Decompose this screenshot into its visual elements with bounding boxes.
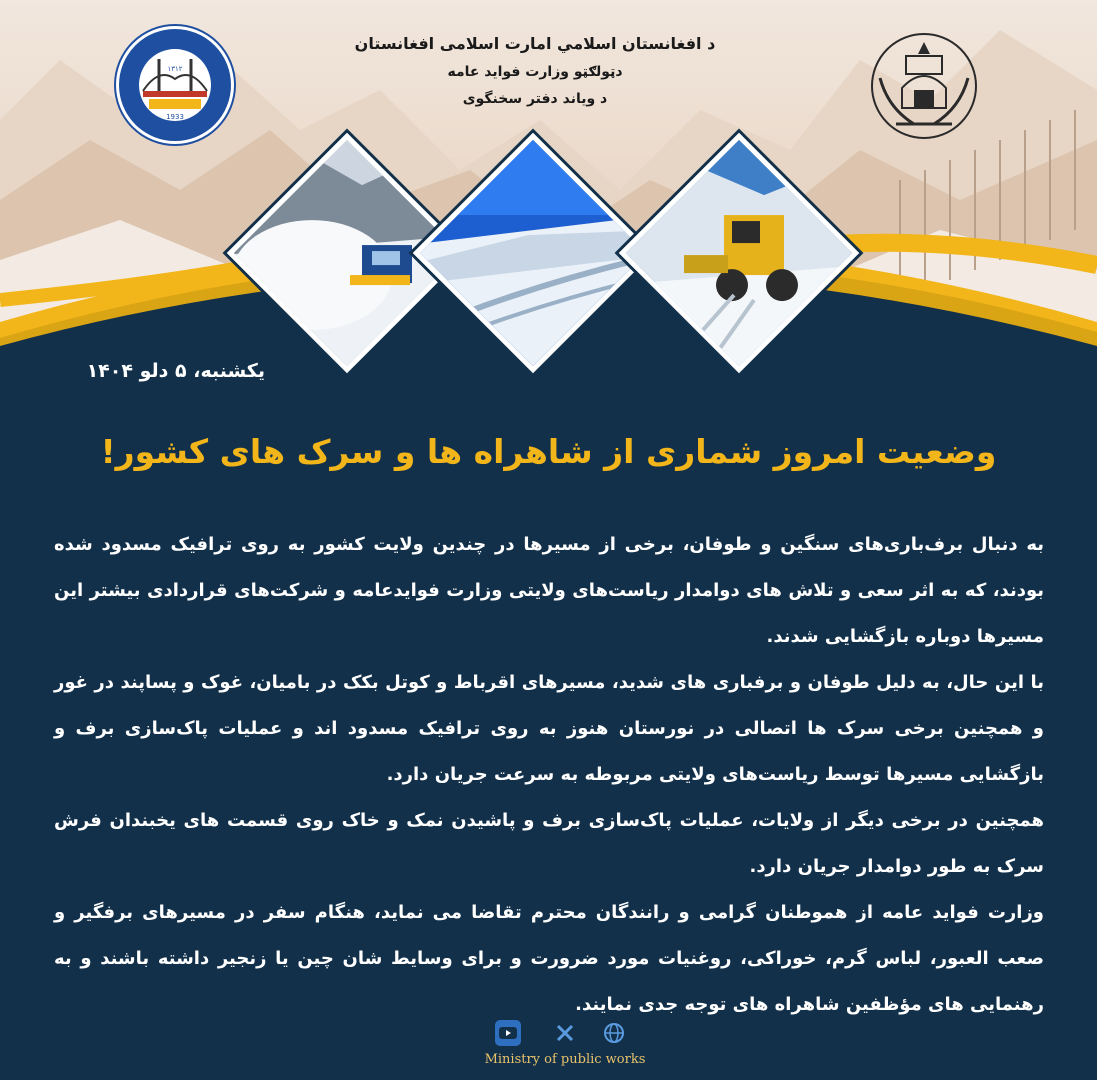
globe-icon[interactable] [601,1020,627,1046]
post-body [54,522,1044,1028]
emirate-emblem-icon [866,28,982,144]
post-title: وضعیت امروز شماری از شاهراه ها و سرک های کشور! [100,432,997,471]
seal-year-bottom: 1933 [166,113,184,121]
footer-label: Ministry of public works [484,1052,646,1067]
header-block [340,30,730,112]
seal-year-top: ۱۳۱۲ [167,65,183,73]
social-links [495,1020,635,1048]
paragraph: همچنین در برخی دیگر از ولایات، عملیات پاک‌سازی برف و پاشیدن نمک و خاک روی قسمت های یخبندان فرش سرک به طور دوامدار جریان دارد. [54,810,1044,877]
x-icon[interactable] [552,1020,578,1046]
emirate-emblem [866,28,982,144]
paragraph: با این حال، به دلیل طوفان و برفباری های شدید، مسیرهای اقرباط و کوتل بکک در بامیان، غوک و پساپند در غور و همچنین برخی سرک ها اتصالی در نورستان هنوز به روی ترافیک مسدود اند و عملیات پاک‌سازی برف و بازگشایی مسیرها توسط ریاست‌های ولایتی مربوطه به سرعت جریان دارد. [54,672,1044,785]
post-date: یکشنبه، ۵ دلو ۱۴۰۴ [86,360,265,382]
ministry-seal-logo [116,26,234,144]
youtube-icon[interactable] [495,1020,521,1046]
header-line-1: د افغانستان اسلامي امارت اسلامی افغانستان [354,34,716,53]
header-line-3: د ویاند دفتر سخنگوی [462,91,608,107]
ministry-seal-icon [119,29,231,141]
paragraph: به دنبال برف‌باری‌های سنگین و طوفان، برخی از مسیرها در چندین ولایت کشور به روی ترافیک مسدود شده بودند، که به اثر سعی و تلاش های دوامدار ریاست‌های ولایتی وزارت فوایدعامه و شرکت‌های قراردادی بیشتر این مسیرها دوباره بازگشایی شدند. [54,534,1044,647]
header-line-2: دټولګټو وزارت فواید عامه [447,64,623,80]
paragraph: وزارت فواید عامه از هموطنان گرامی و رانندگان محترم تقاضا می نماید، هنگام سفر در مسیرهای برفگیر و صعب العبور، لباس گرم، خوراکی، روغنیات مورد ضرورت و برای وسایط شان چین یا زنجیر داشته باشند و به رهنمایی های مؤظفین شاهراه های توجه جدی نمایند. [54,902,1044,1015]
